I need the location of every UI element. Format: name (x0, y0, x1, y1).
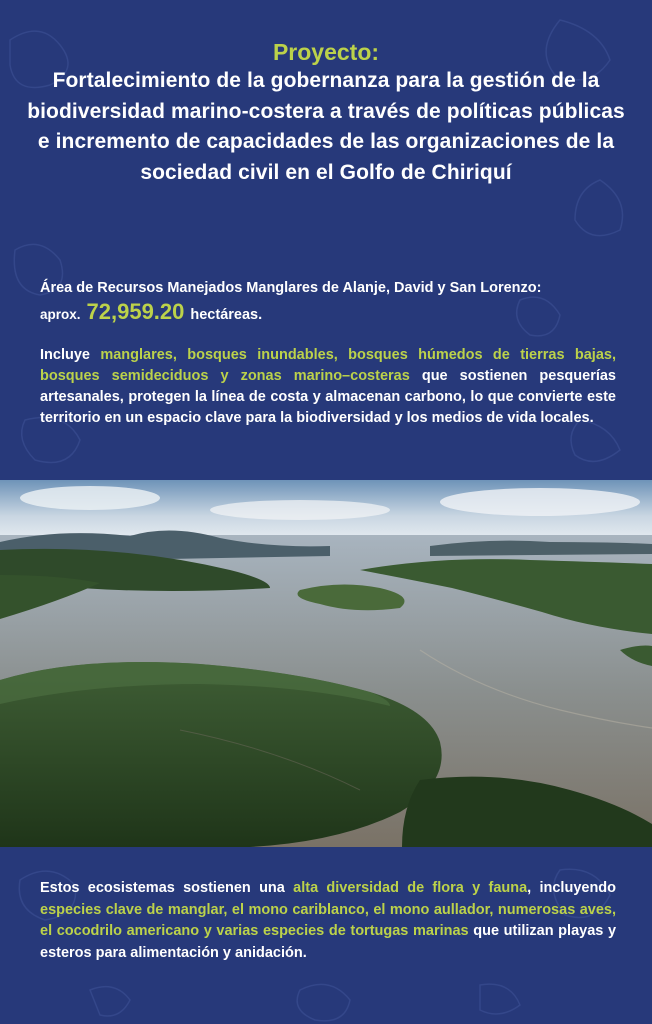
closing-text-2: , incluyendo (527, 880, 617, 896)
area-unit: hectáreas. (190, 307, 263, 323)
ecosystem-description (40, 345, 616, 429)
description-rest: que sostienen pesquerías artesanales, protegen la línea de costa y almacenan carbono, lo que convierte este territorio en un espacio clave para la biodiversidad y los medios de vida locales. (40, 368, 616, 426)
area-value: 72,959.20 (86, 299, 185, 324)
closing-text-1: Estos ecosistemas sostienen una (40, 880, 285, 896)
description-intro: Incluye (40, 347, 90, 363)
project-title: Fortalecimiento de la gobernanza para la gestión de la biodiversidad marino-costera a través de políticas públicas e incremento de capacidades de las organizaciones de la sociedad civil en el Golfo de Chiriquí (27, 69, 625, 184)
closing-paragraph (40, 878, 616, 964)
area-prefix: aprox. (40, 307, 81, 322)
project-kicker: Proyecto: (272, 39, 380, 65)
closing-highlight-1: alta diversidad de flora y fauna (293, 880, 528, 896)
area-info (40, 276, 618, 327)
area-label: Área de Recursos Manejados Manglares de Alanje, David y San Lorenzo: (40, 280, 542, 296)
aerial-mangrove-photo (0, 480, 652, 847)
closing-highlight-2: especies clave de manglar, el mono cariblanco, el mono aullador, numerosas aves, el cocodrilo americano y varias especies de tortugas marinas (40, 901, 616, 939)
page-header (20, 38, 632, 188)
closing-text-3: que utilizan playas y esteros para alimentación y anidación. (40, 923, 617, 961)
description-highlight: manglares, bosques inundables, bosques húmedos de tierras bajas, bosques semideciduos y zonas marino–costeras (40, 347, 616, 384)
